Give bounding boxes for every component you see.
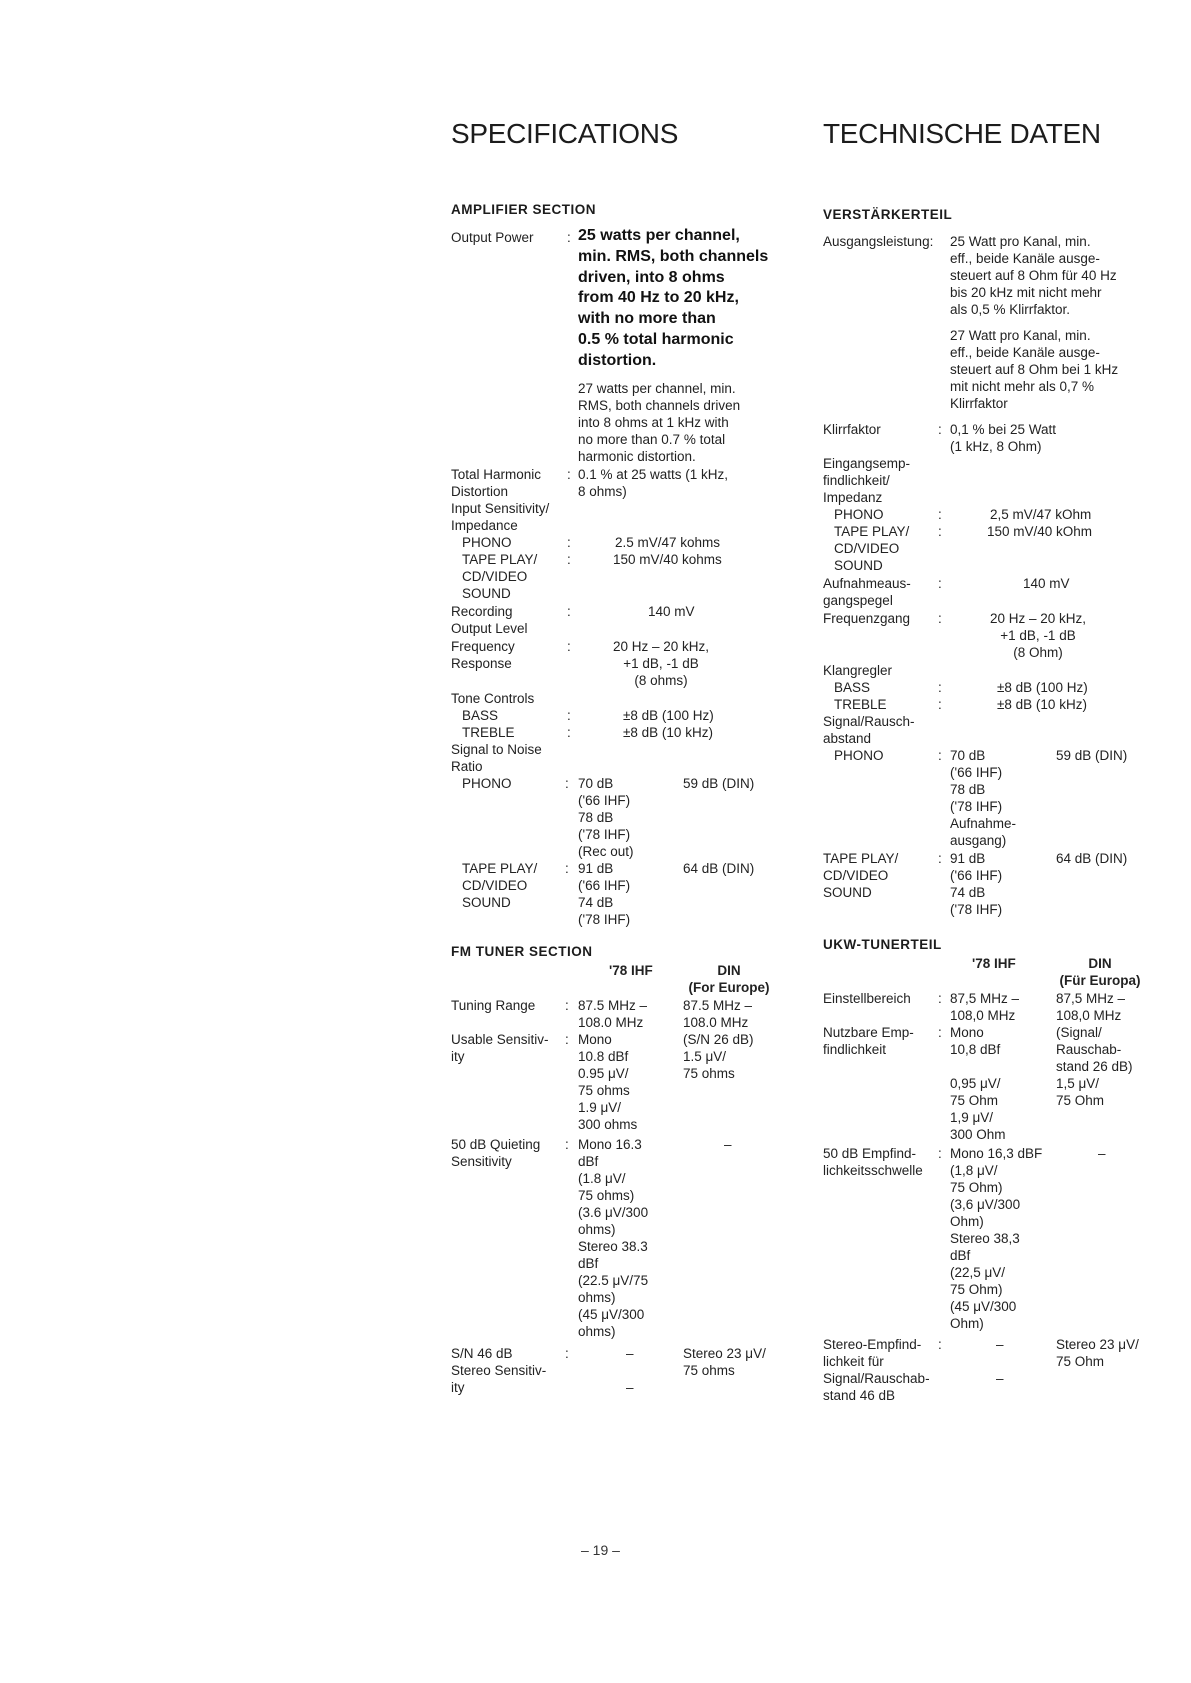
de-snr-phono-label: PHONO (834, 748, 884, 763)
frequency-response-label: Frequency Response (451, 639, 515, 671)
page-title-en: SPECIFICATIONS (451, 118, 679, 149)
de-column-header-din: DIN (Für Europa) (1059, 956, 1141, 988)
snr-phono-label: PHONO (462, 776, 512, 791)
phono-value: 2.5 mV/47 kohms (615, 535, 721, 550)
colon: : (567, 604, 571, 619)
colon: : (938, 680, 942, 695)
colon: : (567, 467, 571, 482)
tape-play-value: 150 mV/40 kohms (613, 552, 722, 567)
frequency-response-value: 20 Hz – 20 kHz, +1 dB, -1 dB (8 ohms) (612, 639, 710, 688)
stereo-empfindlichkeit-din: Stereo 23 μV/ 75 Ohm (1056, 1337, 1139, 1369)
de-treble-value: ±8 dB (10 kHz) (997, 697, 1087, 712)
frequenzgang-value: 20 Hz – 20 kHz, +1 dB, -1 dB (8 Ohm) (989, 611, 1087, 660)
ukw-tuner-section-heading: UKW-TUNERTEIL (823, 937, 942, 952)
output-power-alt: 27 watts per channel, min. RMS, both channels driven into 8 ohms at 1 kHz with no more than 0.7 % total harmonic distortion. (578, 381, 741, 464)
colon: : (565, 1032, 569, 1047)
colon: : (938, 1025, 942, 1040)
ausgangsleistung-alt: 27 Watt pro Kanal, min. eff., beide Kanäle ausge- steuert auf 8 Ohm bei 1 kHz mit nicht mehr als 0,7 % Klirrfaktor (950, 328, 1119, 411)
usable-sensitivity-label: Usable Sensitiv- ity (451, 1032, 549, 1064)
colon: : (567, 552, 571, 567)
colon: : (565, 861, 569, 876)
de-snr-tape-label: TAPE PLAY/ CD/VIDEO SOUND (823, 851, 899, 900)
amplifier-section-heading: AMPLIFIER SECTION (451, 202, 597, 217)
tone-controls-label: Tone Controls (451, 691, 535, 706)
tuning-range-ihf: 87.5 MHz – 108.0 MHz (578, 998, 648, 1030)
de-tape-play-label: TAPE PLAY/ CD/VIDEO SOUND (834, 524, 910, 573)
nutzbare-empfindlichkeit-label: Nutzbare Emp- findlichkeit (823, 1025, 914, 1057)
snr-tape-label: TAPE PLAY/ CD/VIDEO SOUND (462, 861, 538, 910)
klirrfaktor-label: Klirrfaktor (823, 422, 881, 437)
aufnahmeausgangspegel-value: 140 mV (1023, 576, 1070, 591)
colon: : (938, 507, 942, 522)
colon: : (567, 708, 571, 723)
de-snr-tape-din: 64 dB (DIN) (1056, 851, 1128, 866)
column-header-din: DIN (For Europe) (688, 963, 770, 995)
colon: : (938, 991, 942, 1006)
output-power-value: 25 watts per channel, min. RMS, both channels driven, into 8 ohms from 40 Hz to 20 kHz, with no more than 0.5 % total harmonic distortion. (578, 227, 769, 369)
de-phono-label: PHONO (834, 507, 884, 522)
bass-value: ±8 dB (100 Hz) (623, 708, 714, 723)
usable-sensitivity-din: (S/N 26 dB) 1.5 μV/ 75 ohms (683, 1032, 754, 1081)
tape-play-label: TAPE PLAY/ CD/VIDEO SOUND (462, 552, 538, 601)
colon: : (938, 611, 942, 626)
colon: : (567, 230, 571, 245)
colon: : (938, 697, 942, 712)
colon: : (565, 998, 569, 1013)
colon: : (565, 1137, 569, 1152)
column-header-ihf: '78 IHF (609, 963, 653, 978)
colon: : (565, 776, 569, 791)
colon: : (938, 576, 942, 591)
phono-label: PHONO (462, 535, 512, 550)
de-tape-play-value: 150 mV/40 kOhm (987, 524, 1093, 539)
page-number: – 19 – (581, 1542, 620, 1558)
einstellbereich-ihf: 87,5 MHz – 108,0 MHz (950, 991, 1020, 1023)
tuning-range-label: Tuning Range (451, 998, 536, 1013)
stereo-sensitivity-label: S/N 46 dB Stereo Sensitiv- ity (451, 1346, 547, 1395)
usable-sensitivity-ihf: Mono 10.8 dBf 0.95 μV/ 75 ohms 1.9 μV/ 300 ohms (578, 1032, 638, 1132)
snr-label: Signal to Noise Ratio (451, 742, 542, 774)
frequenzgang-label: Frequenzgang (823, 611, 911, 626)
empfindlichkeitsschwelle-label: 50 dB Empfind- lichkeitsschwelle (823, 1146, 923, 1178)
snr-phono-din: 59 dB (DIN) (683, 776, 755, 791)
bass-label: BASS (462, 708, 499, 723)
de-snr-phono-din: 59 dB (DIN) (1056, 748, 1128, 763)
empfindlichkeitsschwelle-ihf: Mono 16,3 dBF (1,8 μV/ 75 Ohm) (3,6 μV/300 Ohm) Stereo 38,3 dBf (22,5 μV/ 75 Ohm) (45 μV/300 Ohm) (950, 1146, 1043, 1331)
stereo-empfindlichkeit-ihf: – – (996, 1337, 1004, 1386)
colon: : (938, 851, 942, 866)
colon: : (938, 1146, 942, 1161)
thd-value: 0.1 % at 25 watts (1 kHz, 8 ohms) (578, 467, 729, 499)
quieting-sensitivity-din: – (724, 1137, 732, 1152)
ausgangsleistung-label: Ausgangsleistung: (823, 234, 934, 249)
de-treble-label: TREBLE (834, 697, 887, 712)
snr-tape-din: 64 dB (DIN) (683, 861, 755, 876)
treble-value: ±8 dB (10 kHz) (623, 725, 713, 740)
de-snr-tape-value: 91 dB ('66 IHF) 74 dB ('78 IHF) (950, 851, 1003, 917)
colon: : (567, 639, 571, 654)
de-bass-value: ±8 dB (100 Hz) (997, 680, 1088, 695)
de-column-header-ihf: '78 IHF (972, 956, 1016, 971)
einstellbereich-label: Einstellbereich (823, 991, 911, 1006)
nutzbare-empfindlichkeit-din: (Signal/ Rauschab- stand 26 dB) 1,5 μV/ 75 Ohm (1056, 1025, 1133, 1108)
stereo-empfindlichkeit-label: Stereo-Empfind- lichkeit für Signal/Rauschab- stand 46 dB (823, 1337, 930, 1403)
de-bass-label: BASS (834, 680, 871, 695)
quieting-sensitivity-label: 50 dB Quieting Sensitivity (451, 1137, 541, 1169)
quieting-sensitivity-ihf: Mono 16.3 dBf (1.8 μV/ 75 ohms) (3.6 μV/300 ohms) Stereo 38.3 dBf (22.5 μV/75 ohms) (45 μV/300 ohms) (578, 1137, 649, 1339)
einstellbereich-din: 87,5 MHz – 108,0 MHz (1056, 991, 1126, 1023)
aufnahmeausgangspegel-label: Aufnahmeaus- gangspegel (823, 576, 911, 608)
snr-phono-value: 70 dB ('66 IHF) 78 dB ('78 IHF) (Rec out) (578, 776, 634, 859)
colon: : (938, 524, 942, 539)
colon: : (938, 422, 942, 437)
eingangsempfindlichkeit-label: Eingangsemp- findlichkeit/ Impedanz (823, 456, 911, 505)
ausgangsleistung-value: 25 Watt pro Kanal, min. eff., beide Kanäle ausge- steuert auf 8 Ohm für 40 Hz bis 20 kHz mit nicht mehr als 0,5 % Klirrfaktor. (950, 234, 1117, 317)
output-power-label: Output Power (451, 230, 534, 245)
tuning-range-din: 87.5 MHz – 108.0 MHz (683, 998, 753, 1030)
empfindlichkeitsschwelle-din: – (1098, 1146, 1106, 1161)
recording-output-label: Recording Output Level (451, 604, 528, 636)
recording-output-value: 140 mV (648, 604, 695, 619)
de-snr-phono-value: 70 dB ('66 IHF) 78 dB ('78 IHF) Aufnahme- ausgang) (950, 748, 1017, 848)
treble-label: TREBLE (462, 725, 515, 740)
colon: : (565, 1346, 569, 1361)
klirrfaktor-value: 0,1 % bei 25 Watt (1 kHz, 8 Ohm) (950, 422, 1057, 454)
nutzbare-empfindlichkeit-ihf: Mono 10,8 dBf 0,95 μV/ 75 Ohm 1,9 μV/ 300 Ohm (950, 1025, 1006, 1142)
signal-rausch-label: Signal/Rausch- abstand (823, 714, 915, 746)
page-title-de: TECHNISCHE DATEN (823, 118, 1101, 149)
de-phono-value: 2,5 mV/47 kOhm (990, 507, 1092, 522)
colon: : (567, 535, 571, 550)
colon: : (567, 725, 571, 740)
klangregler-label: Klangregler (823, 663, 893, 678)
stereo-sensitivity-ihf: – – (626, 1346, 634, 1395)
thd-label: Total Harmonic Distortion (451, 467, 542, 499)
snr-tape-value: 91 dB ('66 IHF) 74 dB ('78 IHF) (578, 861, 631, 927)
colon: : (938, 748, 942, 763)
stereo-sensitivity-din: Stereo 23 μV/ 75 ohms (683, 1346, 766, 1378)
input-sensitivity-label: Input Sensitivity/ Impedance (451, 501, 550, 533)
fm-tuner-section-heading: FM TUNER SECTION (451, 944, 593, 959)
colon: : (938, 1337, 942, 1352)
verstaerker-section-heading: VERSTÄRKERTEIL (823, 207, 953, 222)
